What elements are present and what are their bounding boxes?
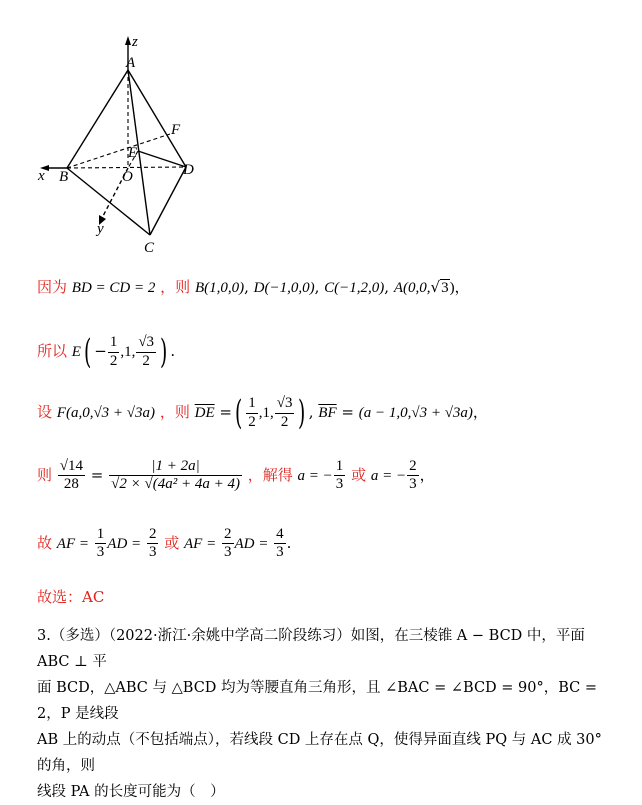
label-F: F — [171, 122, 181, 138]
label-B: B — [59, 169, 69, 185]
label-A: A — [126, 55, 136, 71]
label-D: D — [183, 162, 194, 178]
label-x: x — [38, 168, 45, 184]
label-O: O — [122, 169, 133, 185]
problem-line-4: 线段 PA 的长度可能为（ ） — [37, 784, 225, 800]
solution-line-1: 因为 BD = CD = 2 ，则 B(1,0,0), D(−1,0,0), C(−1,2,0), A(0,0,√3)， — [37, 278, 470, 296]
label-y: y — [97, 221, 104, 237]
answer-line: 故选：AC — [37, 588, 105, 606]
problem-line-2: 面 BCD，△ABC 与 △BCD 均为等腰直角三角形，且 ∠BAC = ∠BCD = 90°，BC = 2，P 是线段 — [37, 680, 598, 722]
solution-line-4: 则 $\frac{√14}{28}$ = $\frac{|1 + 2a|}{\text{√2 × √(4a² + 4a + 4)}}$ ，解得 a = − $\frac{1}{3}$ 或 a = − $\frac{2}{3}$ ， — [37, 458, 435, 493]
tetrahedron-figure — [30, 30, 230, 260]
problem-line-3: AB 上的动点（不包括端点），若线段 CD 上存在点 Q，使得异面直线 PQ 与 AC 成 30° 的角，则 — [37, 732, 602, 774]
solution-line-2: 所以 E( − $\frac{1}{2}$ ,1, $\frac{√3}{2}$ ) . — [37, 332, 176, 372]
solution-line-3: 设 F(a,0,√3 + √3a) ，则 $\overline{DE}$ =( $\frac{1}{2}$ ,1, $\frac{√3}{2}$ ) , $\overline{BF} = (a - 1,0,√3 + √3a)$， — [37, 393, 488, 433]
problem-line-1: 3.（多选）（2022·浙江·余姚中学高二阶段练习）如图，在三棱锥 A − BCD 中，平面 ABC ⊥ 平 — [37, 628, 585, 670]
solution-line-5: 故 AF = $\frac{1}{3}$ AD = $\frac{2}{3}$ 或 AF = $\frac{2}{3}$ AD = $\frac{4}{3}$ . — [37, 526, 292, 561]
label-C: C — [144, 240, 155, 256]
label-z: z — [132, 34, 138, 50]
problem-3 — [37, 623, 607, 805]
label-E: E — [128, 145, 138, 161]
